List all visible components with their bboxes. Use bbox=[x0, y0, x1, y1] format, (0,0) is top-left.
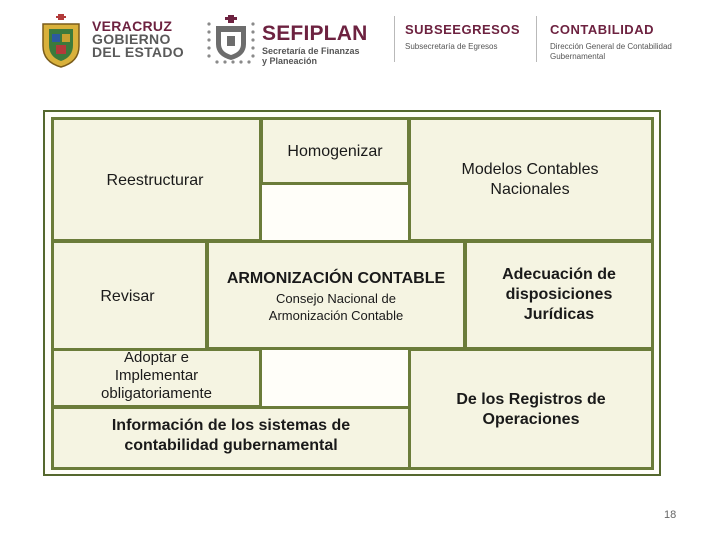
subsecretaria-title: SUBSEEGRESOS bbox=[405, 22, 521, 37]
sefiplan-subtitle bbox=[262, 46, 360, 66]
reestructurar-label: Reestructurar bbox=[106, 172, 204, 189]
modelos-line2: Nacionales bbox=[490, 181, 570, 198]
adecuacion-label bbox=[466, 265, 652, 325]
adecuacion-line2: disposiciones bbox=[505, 286, 613, 303]
informacion-line2: contabilidad gubernamental bbox=[124, 437, 338, 454]
veracruz-logo-text bbox=[92, 20, 184, 59]
sefiplan-line2: y Planeación bbox=[262, 56, 318, 66]
informacion-label bbox=[55, 416, 407, 456]
adoptar-label bbox=[53, 349, 260, 403]
contabilidad-line2: Gubernamental bbox=[550, 52, 606, 61]
veracruz-line2: GOBIERNO bbox=[92, 31, 171, 47]
center-title: ARMONIZACIÓN CONTABLE bbox=[226, 270, 446, 287]
header bbox=[0, 0, 720, 78]
registros-line2: Operaciones bbox=[482, 411, 580, 428]
sefiplan-title: SEFIPLAN bbox=[262, 22, 368, 45]
contabilidad-subtitle bbox=[550, 42, 672, 62]
contabilidad-line1: Dirección General de Contabilidad bbox=[550, 42, 672, 51]
adoptar-line2: Implementar bbox=[114, 367, 199, 384]
modelos-label bbox=[410, 160, 650, 200]
subsecretaria-subtitle: Subsecretaría de Egresos bbox=[405, 42, 498, 51]
center-subtitle bbox=[206, 290, 466, 324]
header-divider bbox=[394, 16, 395, 62]
veracruz-crest-icon bbox=[38, 14, 84, 68]
contabilidad-title: CONTABILIDAD bbox=[550, 22, 654, 37]
adoptar-line3: obligatoriamente bbox=[101, 385, 212, 402]
page-number: 18 bbox=[664, 509, 677, 521]
sefiplan-emblem-icon bbox=[205, 14, 257, 66]
center-subtitle-line1: Consejo Nacional de bbox=[276, 291, 396, 306]
modelos-line1: Modelos Contables bbox=[461, 161, 599, 178]
revisar-label: Revisar bbox=[100, 288, 155, 305]
adecuacion-line3: Jurídicas bbox=[523, 306, 595, 323]
sefiplan-line1: Secretaría de Finanzas bbox=[262, 46, 360, 56]
adecuacion-line1: Adecuación de bbox=[502, 266, 616, 283]
header-divider bbox=[536, 16, 537, 62]
adoptar-line1: Adoptar e bbox=[123, 349, 190, 366]
registros-label bbox=[410, 390, 652, 430]
homogenizar-label: Homogenizar bbox=[287, 143, 383, 160]
informacion-line1: Información de los sistemas de bbox=[111, 417, 351, 434]
veracruz-line1: VERACRUZ bbox=[92, 18, 173, 34]
registros-line1: De los Registros de bbox=[456, 391, 606, 408]
veracruz-line3: DEL ESTADO bbox=[92, 44, 184, 60]
center-subtitle-line2: Armonización Contable bbox=[268, 308, 404, 323]
